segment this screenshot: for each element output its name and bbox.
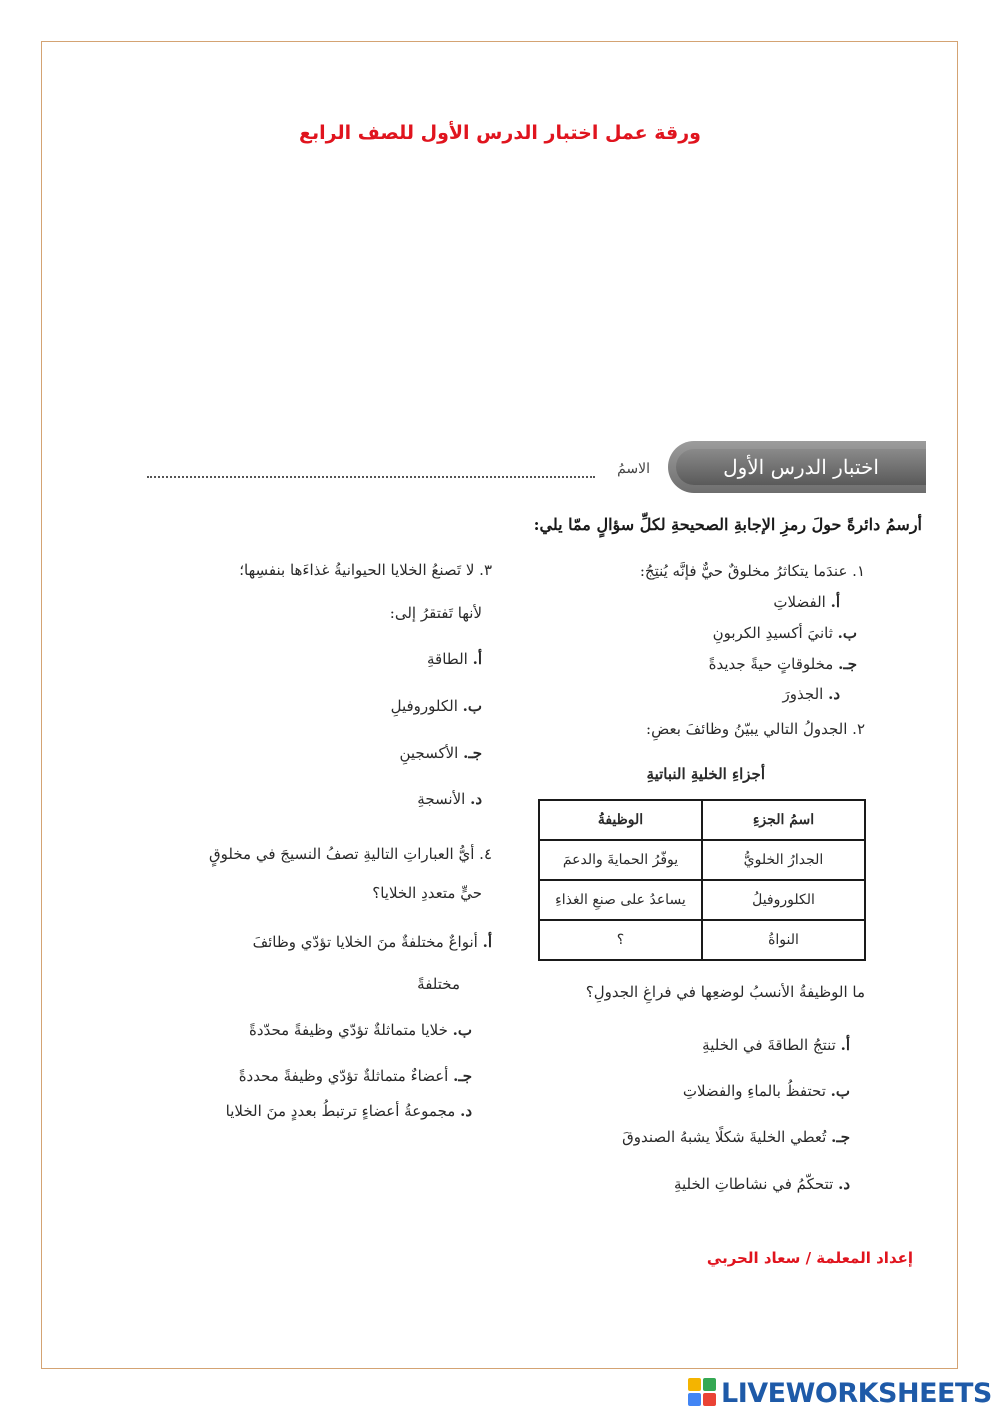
q1-option-b[interactable]: ب. ثانيَ أكسيدِ الكربونِ: [712, 624, 857, 642]
table-cell: ؟: [539, 920, 702, 960]
table-row: [539, 880, 865, 920]
table-cell: الكلوروفيلُ: [702, 880, 865, 920]
plant-cell-table: [538, 799, 866, 961]
author-credit: إعداد المعلمة / سعاد الحربي: [706, 1249, 913, 1267]
q4-option-d[interactable]: د. مجموعةُ أعضاءٍ ترتبطُ بعددٍ منَ الخلايا: [225, 1102, 472, 1120]
liveworksheets-logo-icon: [688, 1378, 718, 1408]
table-header-row: [539, 800, 865, 840]
table-cell: النواةُ: [702, 920, 865, 960]
q2-text: ٢. الجدولُ التالي يبيّنُ وظائفَ بعضِ:: [646, 720, 865, 738]
q1-text: ١. عندَما يتكاثرُ مخلوقٌ حيٌّ فإنَّه يُنتِجُ:: [639, 562, 865, 580]
section-banner-label: اختبار الدرس الأول: [676, 449, 926, 485]
q3-text2: لأنها تَفتقرُ إلى:: [389, 604, 482, 622]
table-cell: يساعدُ على صنعِ الغذاءِ: [539, 880, 702, 920]
section-banner: [668, 441, 926, 493]
q4-option-c[interactable]: جـ. أعضاءٌ متماثلةٌ تؤدّي وظيفةً محددةً: [238, 1067, 472, 1085]
table-row: [539, 840, 865, 880]
q3-option-a[interactable]: أ. الطاقةِ: [427, 650, 482, 668]
table-header: اسمُ الجزءِ: [702, 800, 865, 840]
q2-option-a[interactable]: أ. تنتجُ الطاقةَ في الخليةِ: [702, 1036, 850, 1054]
table-cell: يوفّرُ الحمايةَ والدعمَ: [539, 840, 702, 880]
q2-table-title: أجزاءِ الخليةِ النباتيةِ: [646, 765, 765, 783]
worksheet-title: ورقة عمل اختبار الدرس الأول للصف الرابع: [299, 122, 701, 144]
q3-option-c[interactable]: جـ. الأكسجينِ: [399, 744, 482, 762]
instructions: أرسمُ دائرةً حولَ رمزِ الإجابةِ الصحيحةِ لكلِّ سؤالٍ ممّا يلي:: [533, 515, 922, 534]
q2-option-b[interactable]: ب. تحتفظُ بالماءِ والفضلاتِ: [682, 1082, 850, 1100]
q1-option-d[interactable]: د. الجذورَ: [782, 685, 840, 703]
table-header: الوظيفةُ: [539, 800, 702, 840]
q4-option-b[interactable]: ب. خلايا متماثلةٌ تؤدّي وظيفةً محدّدةً: [249, 1021, 472, 1039]
brand-logo[interactable]: [688, 1376, 992, 1410]
q3-option-b[interactable]: ب. الكلوروفيلِ: [390, 697, 482, 715]
q3-option-d[interactable]: د. الأنسجةِ: [417, 790, 482, 808]
q1-option-a[interactable]: أ. الفضلاتِ: [773, 593, 840, 611]
q2-question: ما الوظيفةُ الأنسبُ لوضعِها في فراغِ الجدولِ؟: [585, 983, 865, 1001]
table-cell: الجدارُ الخلويُّ: [702, 840, 865, 880]
q2-option-d[interactable]: د. تتحكّمُ في نشاطاتِ الخليةِ: [673, 1175, 850, 1193]
q2-option-c[interactable]: جـ. تُعطي الخليةَ شكلًا يشبهُ الصندوقَ: [622, 1128, 850, 1146]
name-label: الاسمُ: [617, 461, 650, 477]
q4-text: ٤. أيُّ العباراتِ التاليةِ تصفُ النسيجَ في مخلوقٍ: [209, 845, 492, 863]
q1-option-c[interactable]: جـ. مخلوقاتٍ حيةً جديدةً: [708, 655, 857, 673]
name-input-line[interactable]: [147, 476, 595, 478]
brand-name: LIVEWORKSHEETS: [721, 1377, 992, 1409]
q4-option-a-cont: مختلفةً: [417, 975, 460, 993]
q4-text2: حيٍّ متعددِ الخلايا؟: [372, 884, 482, 902]
table-row: [539, 920, 865, 960]
q4-option-a[interactable]: أ. أنواعٌ مختلفةٌ منَ الخلايا تؤدّي وظائفَ: [252, 933, 492, 951]
page-border: [41, 41, 958, 1369]
q3-text: ٣. لا تَصنعُ الخلايا الحيوانيةُ غذاءَها بنفسِها؛: [239, 561, 492, 579]
